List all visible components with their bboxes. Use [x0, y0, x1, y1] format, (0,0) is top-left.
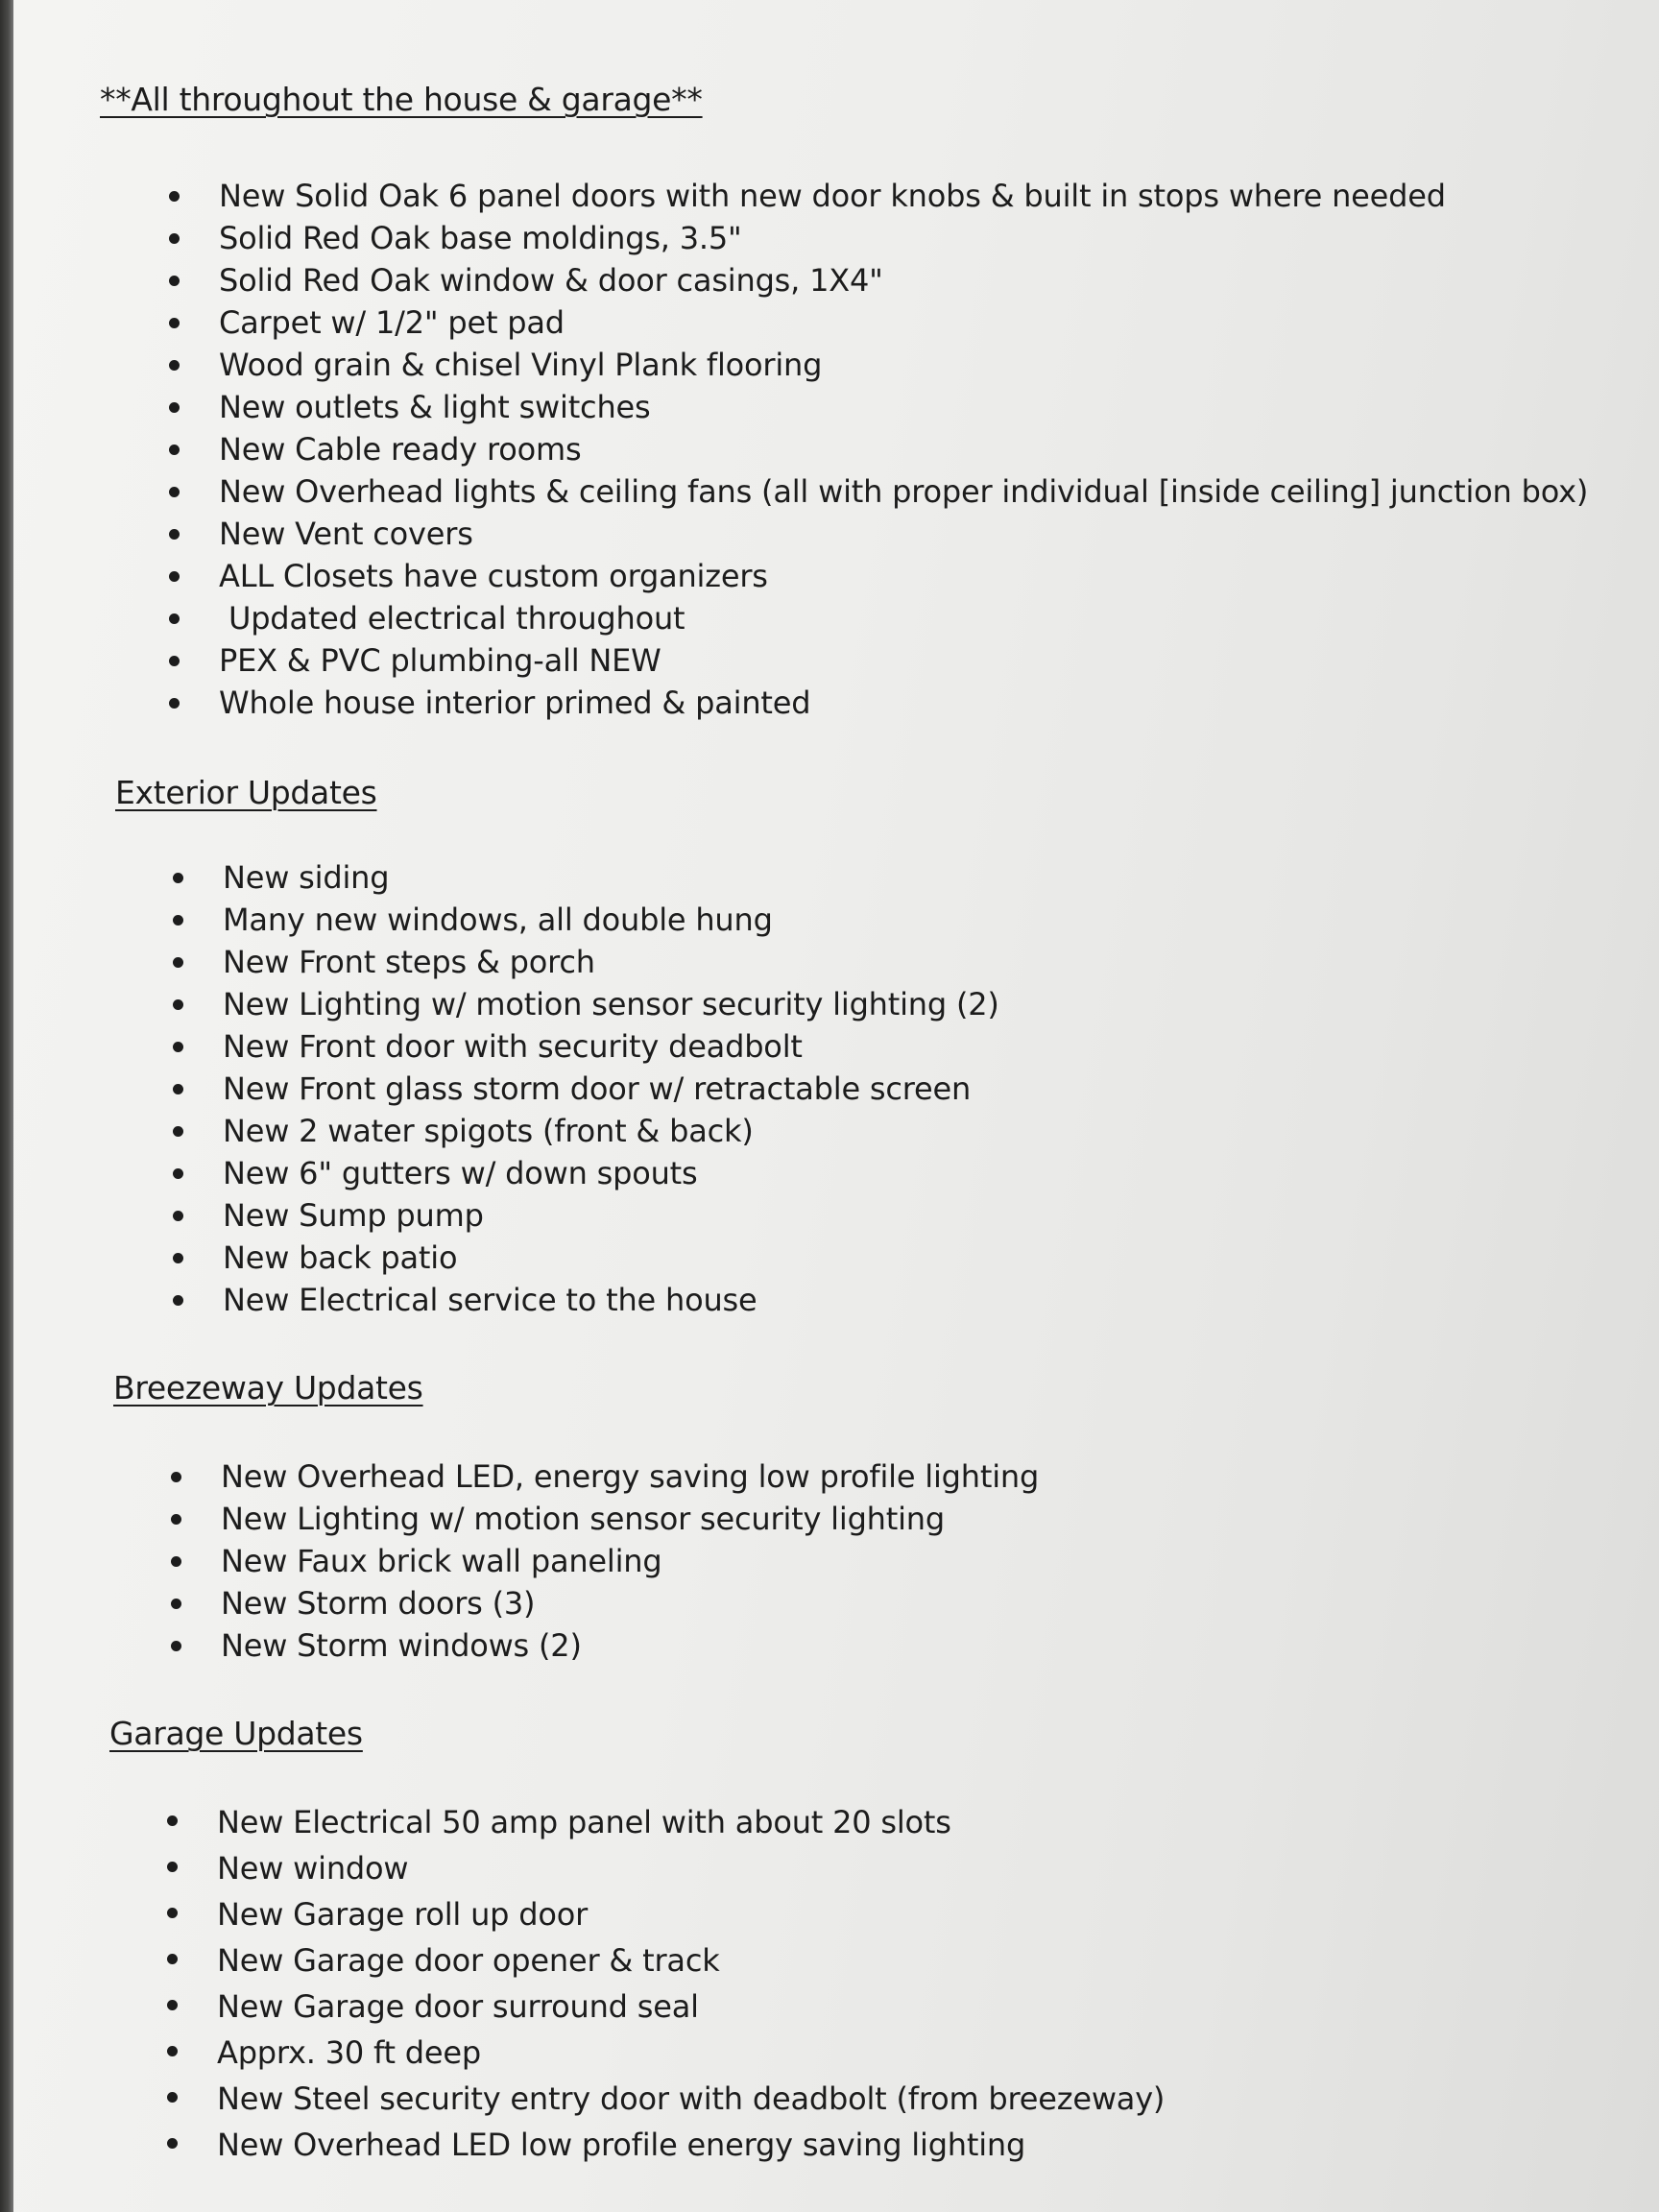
list-item: Wood grain & chisel Vinyl Plank flooring: [219, 344, 1588, 386]
list-item: Solid Red Oak window & door casings, 1X4": [219, 259, 1588, 301]
list-item: Many new windows, all double hung: [223, 899, 999, 941]
list-item: New 2 water spigots (front & back): [223, 1110, 999, 1152]
section-title-house-garage: **All throughout the house & garage**: [100, 81, 703, 118]
list-item: New Faux brick wall paneling: [221, 1540, 1039, 1582]
list-item: New Front glass storm door w/ retractable screen: [223, 1068, 999, 1110]
document-page: [13, 0, 1659, 2212]
list-item: New window: [217, 1845, 1165, 1891]
list-item: New Electrical service to the house: [223, 1279, 999, 1321]
section-title-exterior: Exterior Updates: [115, 774, 377, 811]
list-item: New Lighting w/ motion sensor security lighting: [221, 1498, 1039, 1540]
section-title-breezeway: Breezeway Updates: [113, 1369, 423, 1407]
list-breezeway: [221, 1455, 1039, 1667]
list-item: New Front door with security deadbolt: [223, 1025, 999, 1068]
list-item: New Garage door surround seal: [217, 1984, 1165, 2030]
list-item: Whole house interior primed & painted: [219, 682, 1588, 724]
list-item: Solid Red Oak base moldings, 3.5": [219, 217, 1588, 259]
list-item: New Front steps & porch: [223, 941, 999, 983]
list-item: New Lighting w/ motion sensor security lighting (2): [223, 983, 999, 1025]
list-item: New 6" gutters w/ down spouts: [223, 1152, 999, 1194]
list-item: New Vent covers: [219, 513, 1588, 555]
list-item: ALL Closets have custom organizers: [219, 555, 1588, 597]
list-garage: [217, 1799, 1165, 2168]
list-item: New Overhead LED low profile energy saving lighting: [217, 2122, 1165, 2168]
list-exterior: [223, 856, 999, 1321]
list-item: New Electrical 50 amp panel with about 20 slots: [217, 1799, 1165, 1845]
list-item: New Storm doors (3): [221, 1582, 1039, 1624]
list-item: Updated electrical throughout: [219, 597, 1588, 639]
list-item: New Overhead lights & ceiling fans (all with proper individual [inside ceiling] junction box): [219, 470, 1588, 513]
list-item: New Solid Oak 6 panel doors with new door knobs & built in stops where needed: [219, 175, 1588, 217]
list-item: PEX & PVC plumbing-all NEW: [219, 639, 1588, 682]
list-item: New outlets & light switches: [219, 386, 1588, 428]
list-item: New back patio: [223, 1237, 999, 1279]
list-item: Apprx. 30 ft deep: [217, 2030, 1165, 2076]
list-item: New Garage roll up door: [217, 1891, 1165, 1937]
list-item: New Sump pump: [223, 1194, 999, 1237]
section-title-garage: Garage Updates: [109, 1715, 363, 1752]
list-item: New Garage door opener & track: [217, 1937, 1165, 1984]
list-item: New Steel security entry door with deadbolt (from breezeway): [217, 2076, 1165, 2122]
list-item: New Cable ready rooms: [219, 428, 1588, 470]
list-item: New Storm windows (2): [221, 1624, 1039, 1667]
list-item: New Overhead LED, energy saving low profile lighting: [221, 1455, 1039, 1498]
desk-edge-shadow: [0, 0, 13, 2212]
list-item: New siding: [223, 856, 999, 899]
list-house-garage: [219, 175, 1588, 724]
list-item: Carpet w/ 1/2" pet pad: [219, 301, 1588, 344]
